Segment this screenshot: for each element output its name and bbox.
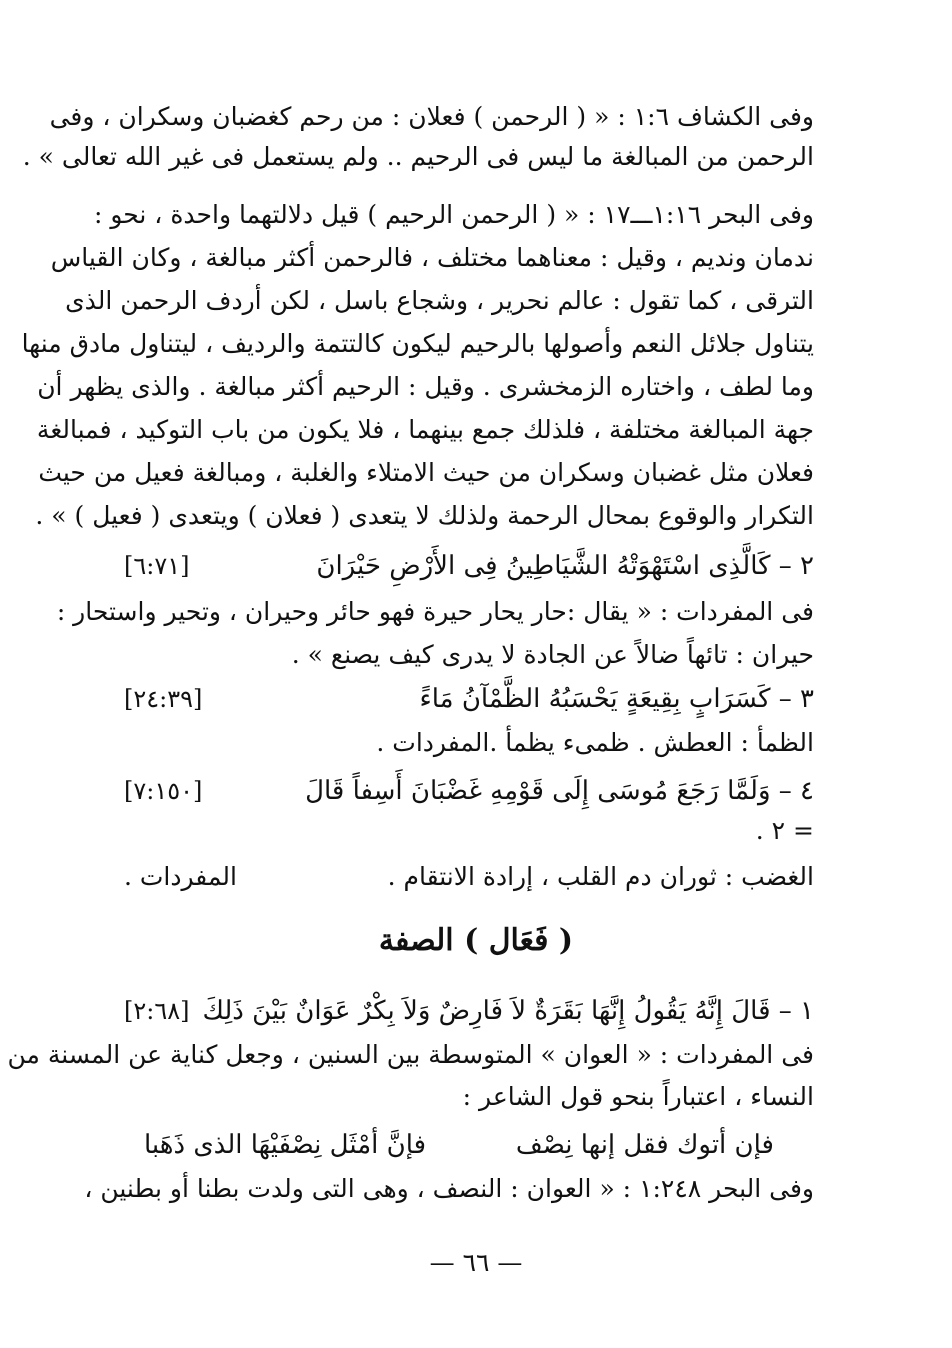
- verse-text: ١ – قَالَ إِنَّهُ يَقُولُ إِنَّهَا بَقَرَةٌ لاَ فَارِضٌ وَلاَ بِكْرٌ عَوَانٌ بَيْنَ ذَلِكَ: [202, 996, 814, 1026]
- text-line: الترقى ، كما تقول : عالم نحرير ، وشجاع باسل ، لكن أردف الرحمن الذى: [65, 286, 814, 315]
- verse-reference: [٦:٧١]: [124, 552, 190, 580]
- text-line: فى المفردات : « يقال :حار يحار حيرة فهو حائر وحيران ، وتحير واستحار :: [56, 597, 814, 626]
- verse-reference: [٢:٦٨]: [124, 997, 190, 1025]
- text-line: ندمان ونديم ، وقيل : معناهما مختلف ، فالرحمن أكثر مبالغة ، وكان القياس: [50, 243, 814, 272]
- section-heading: ( فَعَال ) الصفة: [378, 923, 574, 958]
- quran-verse: [124, 990, 814, 1032]
- text-line: وفى الكشاف ١:٦ : « ( الرحمن ) فعلان : من رحم كغضبان وسكران ، وفى: [49, 102, 814, 131]
- verse-text: ٤ – وَلَمَّا رَجَعَ مُوسَى إِلَى قَوْمِهِ غَضْبَانَ أَسِفاً قَالَ: [305, 776, 814, 806]
- text-line: الرحمن من المبالغة ما ليس فى الرحيم .. ولم يستعمل فى غير الله تعالى » .: [22, 142, 814, 171]
- quran-verse: [124, 770, 814, 812]
- text-line: فى المفردات : « العوان » المتوسطة بين السنين ، وجعل كناية عن المسنة من: [7, 1040, 814, 1069]
- text-line: يتناول جلائل النعم وأصولها بالرحيم ليكون كالتتمة والرديف ، ليتناول مادق منها: [21, 329, 814, 358]
- verse-text: ٢ – كَالَّذِى اسْتَهْوَتْهُ الشَّيَاطِينُ فِى الأَرْضِ حَيْرَانَ: [316, 551, 814, 581]
- text-line: وفى البحر ١:١٦ـــ١٧ : « ( الرحمن الرحيم ) قيل دلالتهما واحدة ، نحو :: [93, 200, 814, 229]
- verse-continuation: = ٢ .: [755, 816, 814, 845]
- text-line: وما لطف ، واختاره الزمخشرى . وقيل : الرحيم أكثر مبالغة . والذى يظهر أن: [37, 372, 814, 401]
- text-line: حيران : تائهاً ضالاً عن الجادة لا يدرى كيف يصنع » .: [291, 640, 814, 669]
- text-line: [124, 858, 814, 896]
- text-line: فعلان مثل غضبان وسكران من حيث الامتلاء والغلبة ، ومبالغة فعيل من حيث: [38, 458, 814, 487]
- text-line: الظمأ : العطش . ظمىء يظمأ .المفردات .: [376, 728, 814, 757]
- poem-verse: [124, 1124, 814, 1166]
- poem-second-hemistich: فإنَّ أمْثَل نِصْفَيْهَا الذى ذَهَبا: [144, 1130, 427, 1160]
- text-line: جهة المبالغة مختلفة ، فلذلك جمع بينهما ، فلا يكون من باب التوكيد ، فمبالغة: [36, 415, 814, 444]
- verse-text: ٣ – كَسَرَابٍ بِقِيعَةٍ يَحْسَبُهُ الظَّمْآنُ مَاءً: [419, 684, 814, 714]
- text-line: وفى البحر ١:٢٤٨ : « العوان : النصف ، وهى التى ولدت بطنا أو بطنين ،: [84, 1174, 814, 1203]
- definition-text: الغضب : ثوران دم القلب ، إرادة الانتقام .: [387, 862, 814, 891]
- poem-first-hemistich: فإن أتوك فقل إنها نِصْف: [515, 1130, 774, 1160]
- quran-verse: [124, 678, 814, 720]
- page-number: — ٦٦ —: [429, 1248, 523, 1277]
- verse-reference: [٧:١٥٠]: [124, 777, 203, 805]
- quran-verse: [124, 545, 814, 587]
- text-line: النساء ، اعتباراً بنحو قول الشاعر :: [462, 1082, 814, 1111]
- source-label: المفردات .: [124, 862, 237, 891]
- text-line: التكرار والوقوع بمحال الرحمة ولذلك لا يتعدى ( فعلان ) ويتعدى ( فعيل ) » .: [35, 501, 814, 530]
- verse-reference: [٢٤:٣٩]: [124, 685, 203, 713]
